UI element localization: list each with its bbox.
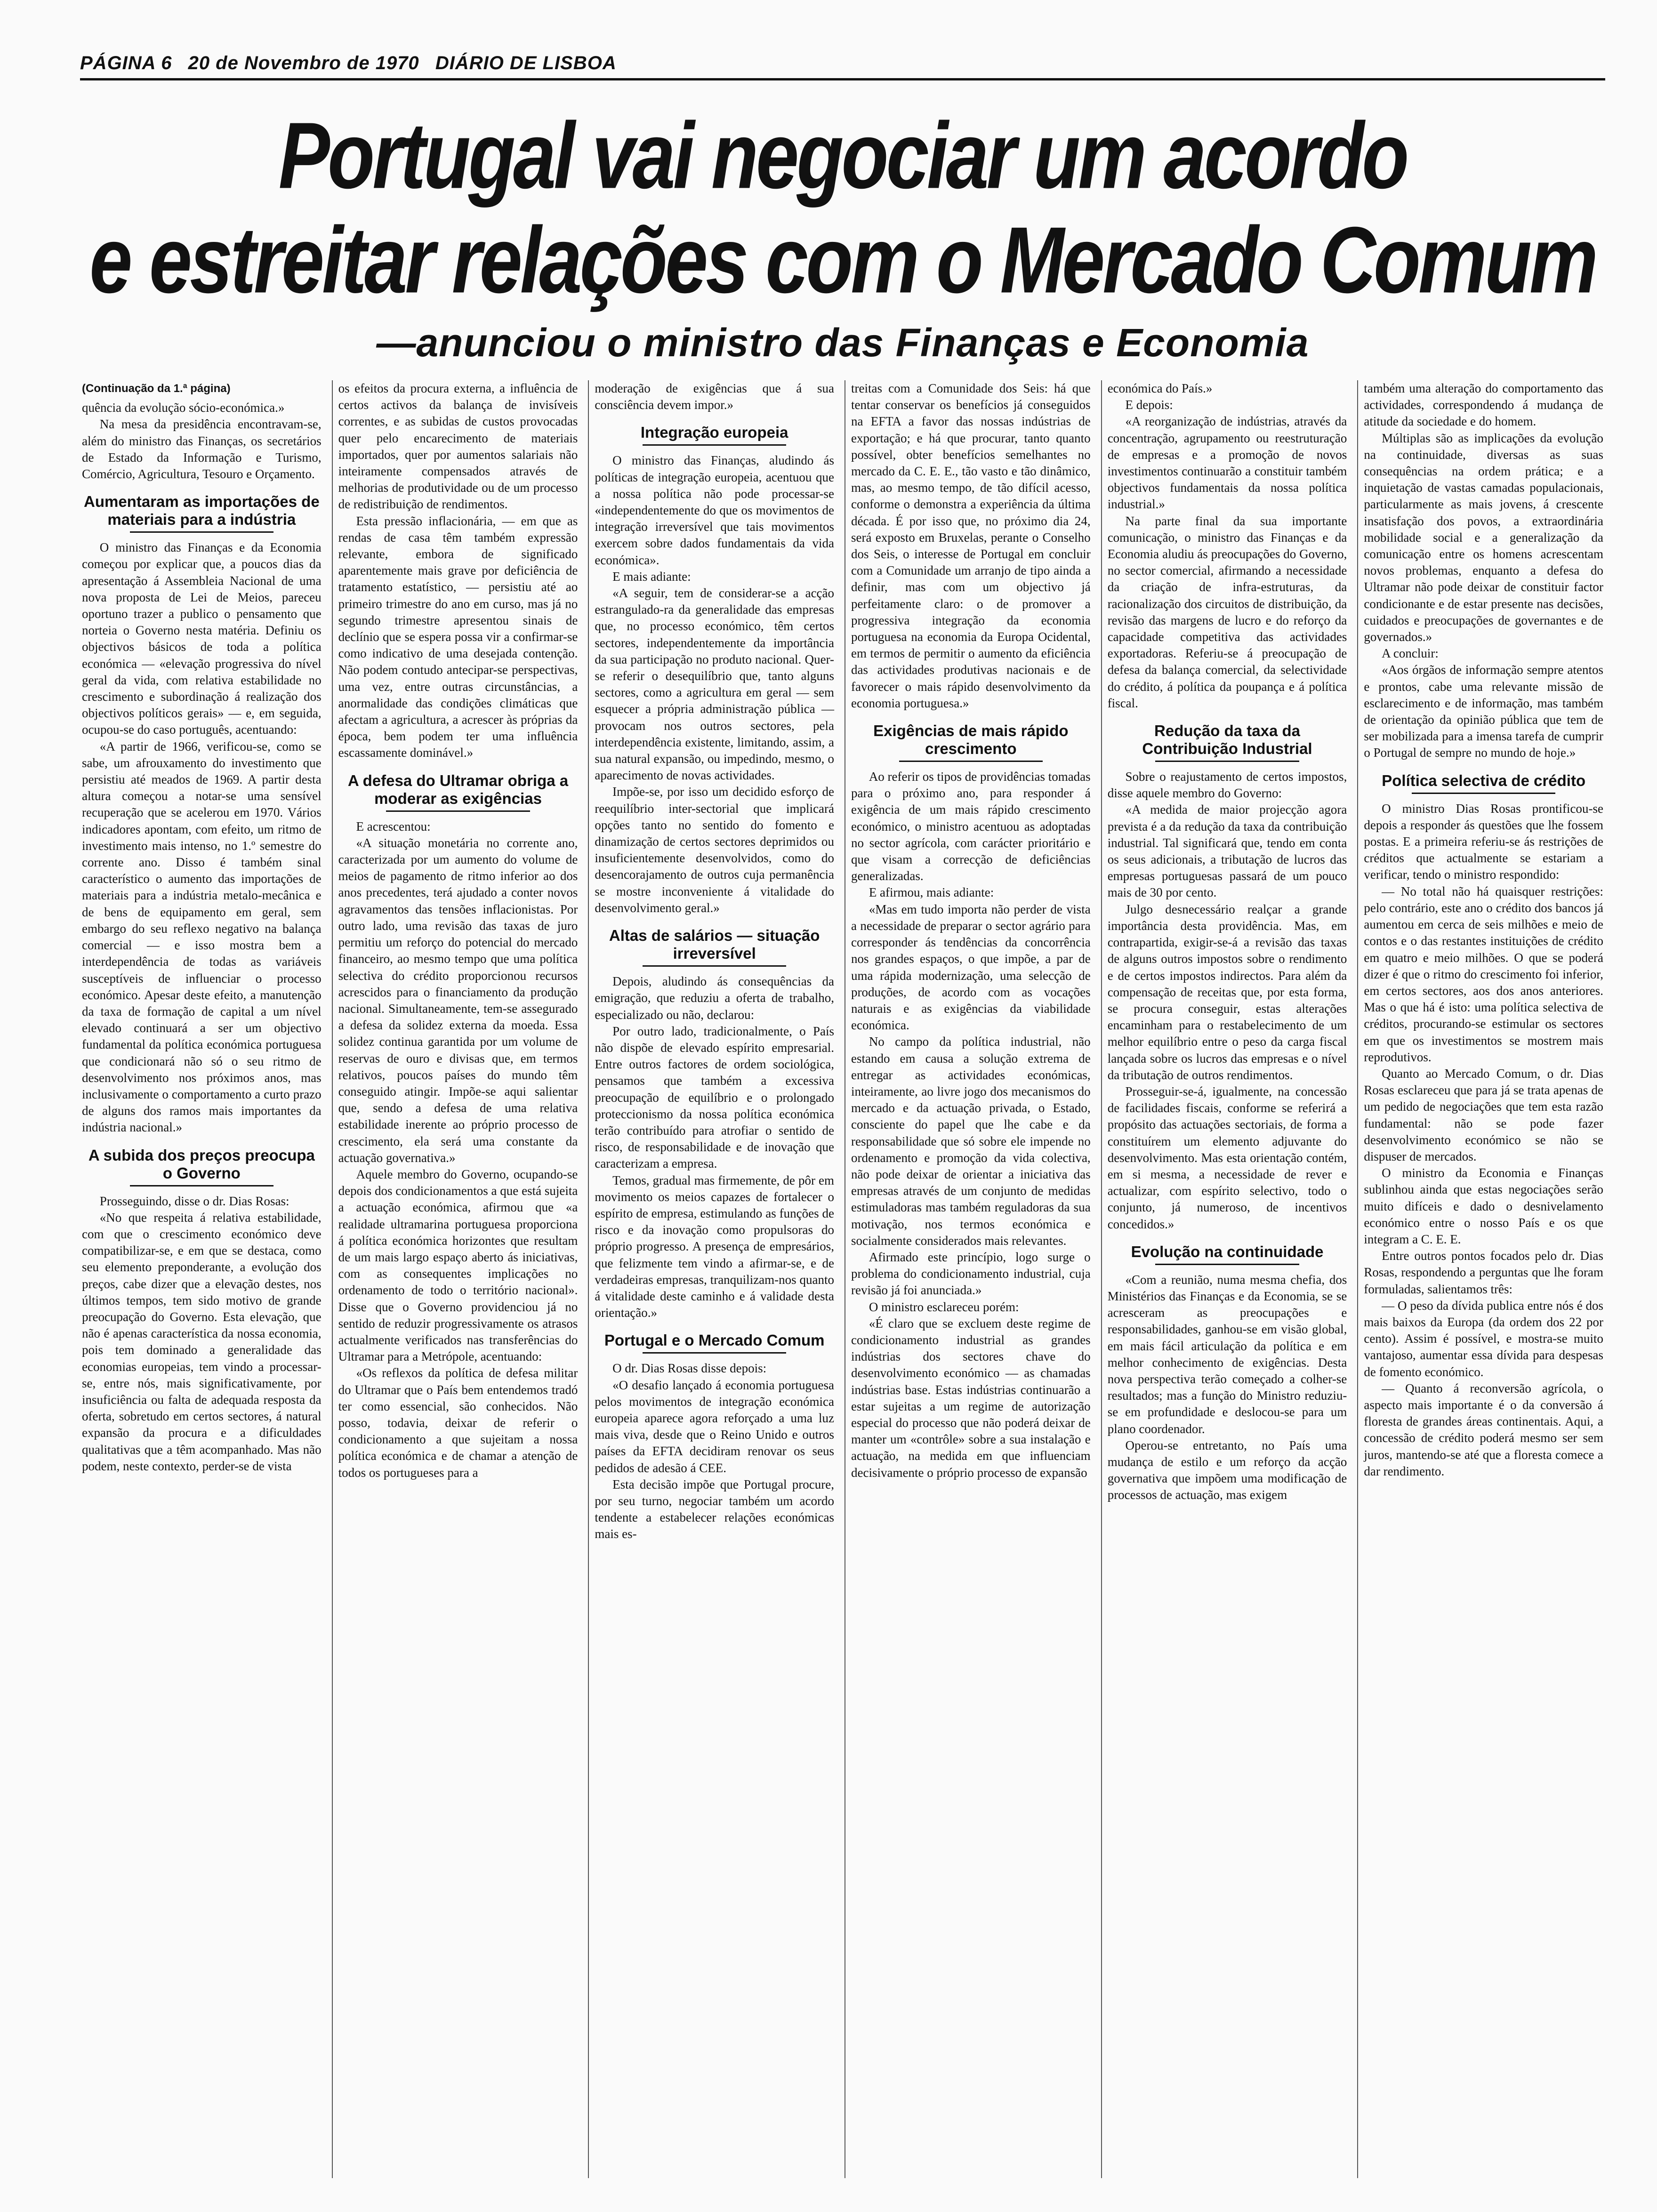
paragraph: «A reorganização de indústrias, através da concentração, agrupamento ou reestruturação de empresas e a promoção de novos investimentos continuarão a constituir também objectivos fundamentais da nossa política industrial.»	[1107, 414, 1347, 512]
section-heading	[851, 722, 1091, 762]
paragraph: «É claro que se excluem deste regime de condicionamento industrial as grandes indústrias dos sectores chave do desenvolvimento económico — as chamadas indústrias base. Estas indústrias continuarão a estar sujeitas a um regime de autorização especial do processo que não poderá deixar de manter um «contrôle» sobre a sua instalação e actuação, na medida em que influenciam decisivamente o próprio processo de expansão	[851, 1316, 1091, 1480]
section-heading-text: Aumentaram as importações de materiais para a indústria	[84, 493, 320, 529]
paragraph: O ministro da Economia e Finanças sublinhou ainda que estas negociações serão muito difíceis e dado o desnivelamento económico entre o nosso País e os que integram a C. E. E.	[1364, 1166, 1604, 1246]
continuation-note: (Continuação da 1.ª página)	[82, 382, 231, 395]
subheadline: —anunciou o ministro das Finanças e Economia	[376, 321, 1309, 365]
paragraph: «Os reflexos da política de defesa militar do Ultramar que o País bem entendemos tradó ter como essencial, são conhecidos. Não posso, todavia, deixar de referir o condicionamento a que sujeitam a nossa política económica e de chamar a atenção de todos os portugueses para a	[338, 1366, 578, 1480]
heading-rule	[643, 1352, 786, 1354]
paragraph: «A situação monetária no corrente ano, caracterizada por um aumento do volume de meios de pagamento de ritmo inferior ao dos anos precedentes, terá ajudado a conter novos agravamentos das tensões inflacionistas. Por outro lado, uma revisão das taxas de juro permitiu um reforço do potencial do mercado financeiro, ao mesmo tempo que uma política selectiva do crédito proporcionou recursos acrescidos para o financiamento da produção nacional. Simultaneamente, tem-se assegurado a defesa da solidez externa da moeda. Essa solidez continua garantida por um volume de reservas de ouro e divisas que, em termos relativos, poucos países do mundo têm conseguido atingir. Impõe-se aqui salientar que, sendo a defesa de uma relativa estabilidade inerente ao próprio processo de crescimento, ela será uma constante da actuação governativa.»	[338, 835, 578, 1165]
section-heading-text: A defesa do Ultramar obriga a moderar as exigências	[347, 771, 569, 807]
paragraph: E mais adiante:	[612, 569, 691, 584]
headline	[80, 104, 1605, 313]
section-heading-text: Exigências de mais rápido crescimento	[873, 722, 1069, 758]
section-heading	[82, 493, 322, 533]
paragraph: Aquele membro do Governo, ocupando-se depois dos condicionamentos a que está sujeita a actuação económica, afirmou que «a realidade ultramarina portuguesa proporciona á política económica horizontes que resultam de um mais largo espaço aberto ás iniciativas, com as consequentes implicações no ordenamento de todo o território nacional». Disse que o Governo providenciou já no sentido de reduzir progressivamente os atrasos actualmente verificados nas transferências do Ultramar para a Metrópole, acentuando:	[338, 1167, 578, 1364]
section-heading	[1108, 1243, 1347, 1265]
paragraph: Esta pressão inflacionária, — em que as rendas de casa têm também expressão relevante, embora de significado aparentemente mais grave por deficiência de tratamento estatístico, — persistiu até ao primeiro trimestre do ano em curso, mas já no segundo trimestre apresentou sinais de declínio que se espera possa vir a confirmar-se como indicativo de uma desejada contenção. Não podem contudo antecipar-se perspectivas, uma vez, entre outras circunstâncias, a anormalidade das condições climáticas que afectam a agricultura, a acrescer às próprias da época, bem podem ter uma influência escassamente dominável.»	[338, 513, 578, 760]
paragraph: Prosseguindo, disse o dr. Dias Rosas:	[99, 1194, 290, 1208]
paragraph: Ao referir os tipos de providências tomadas para o próximo ano, para responder á exigência de um mais rápido crescimento económico, o ministro acentuou as adoptadas no sector agrícola, com carácter prioritário e que visam a correcção de deficiências generalizadas.	[851, 769, 1091, 883]
section-heading-text: Política selectiva de crédito	[1382, 771, 1586, 789]
section-heading	[595, 1331, 834, 1354]
paragraph: — No total não há quaisquer restrições: pelo contrário, este ano o crédito dos bancos já aumentou em cerca de seis milhões e meio de contos e o das restantes instituições de crédito em quatro e meio milhões. O que se poderá dizer é que o ritmo do crescimento foi inferior, em certos sectores, aos dos anos anteriores. Mas o que há é isto: uma política selectiva de créditos, procurando-se estimular os sectores em que os investimentos se mostrem mais reprodutivos.	[1364, 884, 1604, 1064]
paragraph: O ministro das Finanças e da Economia começou por explicar que, a poucos dias da apresentação á Assembleia Nacional de uma nova proposta de Lei de Meios, pareceu oportuno trazer a publico o pensamento que norteia o Governo nesta matéria. Definiu os objectivos básicos de toda a política económica — «elevação progressiva do nível geral da vida, com relativa estabilidade no crescimento e subordinação á realização dos objectivos políticos gerais» — e, em seguida, ocupou-se do caso português, acentuando:	[82, 540, 322, 737]
paragraph: Esta decisão impõe que Portugal procure, por seu turno, negociar também um acordo tendente a estabelecer relações económicas mais es-	[595, 1477, 835, 1541]
paragraph: «A partir de 1966, verificou-se, como se sabe, um afrouxamento do investimento que persistiu até meados de 1969. A partir desta altura começou a notar-se uma sensível recuperação que se acelerou em 1970. Vários indicadores apontam, com efeito, um ritmo de investimento mais intenso, no 1.º semestre do corrente ano. Disso é também sinal característico o aumento das importações de materiais para a indústria metalo-mecânica e de bens de equipamento em geral, sem embargo do seu reflexo negativo na balança comercial — e isso mostra bem a interdependência de todas as variáveis susceptíveis de influenciar o processo económico. Apesar deste efeito, a manutenção da taxa de formação de capital a um nível elevado continuará a ser um objectivo fundamental da política económica portuguesa que condicionará não só o seu ritmo de desenvolvimento nos próximos anos, mas inclusivamente o comportamento a curto prazo de alguns dos ramos mais importantes da indústria nacional.»	[82, 739, 322, 1135]
paragraph: «O desafio lançado á economia portuguesa pelos movimentos de integração económica europeia aparece agora reforçado a uma luz mais viva, desde que o Reino Unido e outros países da EFTA decidiram renovar os seus pedidos de adesão á CEE.	[595, 1378, 835, 1475]
paragraph: — Quanto á reconversão agrícola, o aspecto mais importante é o da conversão á floresta de grandes áreas continentais. Aqui, a concessão de crédito poderá mesmo ser sem juros, mantendo-se até que a floresta comece a dar rendimento.	[1364, 1381, 1604, 1478]
paragraph: O ministro das Finanças, aludindo ás políticas de integração europeia, acentuou que a nossa política não pode processar-se «independentemente do que os movimentos de integração irreversível que tais movimentos exercem sobre dados fundamentais da vida económica».	[595, 453, 835, 567]
heading-rule	[130, 1185, 273, 1186]
paragraph: — O peso da dívida publica entre nós é dos mais baixos da Europa (da ordem dos 22 por cento). Assim é possível, e mostra-se muito vantajoso, aumentar essa dívida para despesas de fomento económico.	[1364, 1298, 1604, 1379]
paragraph: Sobre o reajustamento de certos impostos, disse aquele membro do Governo:	[1107, 769, 1347, 801]
article-column-1	[80, 380, 323, 2178]
section-heading	[1364, 772, 1603, 794]
paragraph: «Mas em tudo importa não perder de vista a necessidade de preparar o sector agrário para corresponder ás tendências da concorrência nos grandes espaços, o que impõe, a par de uma rápida modernização, uma selecção de produções, de acordo com as vocações naturais e as exigências da viabilidade económica.	[851, 902, 1091, 1033]
article-column-2	[332, 380, 580, 2178]
paragraph: «A medida de maior projecção agora prevista é a da redução da taxa da contribuição industrial. Tal significará que, tendo em conta os seus adicionais, a tributação de lucros das empresas portuguesas passará de um pouco mais de 30 por cento.	[1107, 802, 1347, 900]
paragraph: E acrescentou:	[356, 819, 431, 834]
issue-date: 20 de Novembro de 1970	[188, 53, 419, 73]
section-heading	[595, 424, 834, 446]
headline-line-1: Portugal vai negociar um acordo	[278, 103, 1407, 208]
paragraph: Por outro lado, tradicionalmente, o País não dispõe de elevado espírito empresarial. Entre outros factores de ordem sociológica, pensamos que também a excessiva preocupação de equilíbrio e o prolongado proteccionismo da nossa política económica terão contribuído para atrofiar o sentido de risco, de responsabilidade e de inovação que caracterizam a empresa.	[595, 1024, 835, 1171]
paragraph: Afirmado este princípio, logo surge o problema do condicionamento industrial, cuja revisão já foi anunciada.»	[851, 1250, 1091, 1298]
paragraph: O ministro esclareceu porém:	[869, 1299, 1019, 1314]
headline-line-2: e estreitar relações com o Mercado Comum	[89, 207, 1596, 313]
paragraph: «No que respeita á relativa estabilidade, com que o crescimento económico deve compatibilizar-se, e em que se destaca, como seu elemento preponderante, a evolução dos preços, cabe dizer que a elevação destes, nos últimos tempos, tem sido motivo de grande preocupação do Governo. Esta elevação, que não é apenas característica da nossa economia, pois tem dominado a generalidade das economias europeias, tem vindo a processar-se, entre nós, mais significativamente, por insuficiência ou falta de adequada resposta da oferta, sobretudo em certos sectores, á natural expansão da procura e a dificuldades qualitativas que a têm acompanhado. Mas não podem, neste contexto, perder-se de vista	[82, 1210, 322, 1473]
paragraph: Quanto ao Mercado Comum, o dr. Dias Rosas esclareceu que para já se trata apenas de um pedido de negociações que tem esta razão fundamental: não se pode fazer desenvolvimento económico se não se dispuser de mercados.	[1364, 1066, 1604, 1163]
header-rule	[80, 78, 1605, 80]
heading-rule	[899, 761, 1043, 762]
paragraph: O ministro Dias Rosas prontificou-se depois a responder ás questões que lhe fossem postas. E a primeira referiu-se ás restrições de créditos que actualmente se estariam a verificar, tendo o ministro respondido:	[1364, 801, 1604, 882]
continued-paragraph: económica do País.»	[1107, 381, 1213, 395]
continued-paragraph: também uma alteração do comportamento das actividades, correspondendo á mudança de atitude da sociedade e do homem.	[1364, 381, 1604, 429]
paragraph: E depois:	[1125, 398, 1173, 412]
section-heading-text: Portugal e o Mercado Comum	[604, 1331, 825, 1349]
section-heading-text: Redução da taxa da Contribuição Industrial	[1142, 722, 1312, 758]
paragraph: Operou-se entretanto, no País uma mudança de estilo e um reforço da acção governativa que impõem uma modificação de processos de actuação, mas exigem	[1107, 1438, 1347, 1502]
paragraph: Impõe-se, por isso um decidido esforço de reequilíbrio inter-sectorial que implicará opções tanto no sentido do fomento e dinamização de certos sectores deprimidos ou insuficientemente desenvolvidos, como do desencorajamento de outros cuja permanência se mostre inconveniente á vitalidade do desenvolvimento geral.»	[595, 785, 835, 915]
article-column-3	[588, 380, 836, 2178]
paragraph: O dr. Dias Rosas disse depois:	[612, 1361, 767, 1376]
continued-paragraph: os efeitos da procura externa, a influência de certos activos da balança de invisíveis correntes, e as subidas de custos provocadas quer pelo encarecimento de materiais importados, quer por aumentos salariais não inteiramente compensados através de melhorias de produtividade ou de um processo de redistribuição de rendimentos.	[338, 381, 578, 512]
continued-paragraph: moderação de exigências que á sua consciência devem impor.»	[595, 381, 835, 412]
running-header	[80, 53, 1586, 74]
heading-rule	[1155, 1264, 1299, 1265]
section-heading-text: Integração europeia	[640, 424, 788, 441]
section-heading	[82, 1146, 322, 1186]
paragraph: Depois, aludindo ás consequências da emigração, que reduziu a oferta de trabalho, especializado ou não, declarou:	[595, 974, 835, 1022]
section-heading-text: A subida dos preços preocupa o Governo	[88, 1146, 315, 1182]
paragraph: No campo da política industrial, não estando em causa a solução extrema de entregar as actividades económicas, inteiramente, ao livre jogo dos mecanismos do mercado e da actuação privada, o Estado, consciente do papel que lhe cabe e da responsabilidade que só sobre ele impende no ordenamento e promoção da vida colectiva, não pode deixar de orientar a iniciativa das empresas através de um conjunto de medidas estimuladoras mas também reguladoras da sua motivação, nos termos económica e socialmente considerados mais relevantes.	[851, 1034, 1091, 1248]
paragraph: «Aos órgãos de informação sempre atentos e prontos, cabe uma relevante missão de esclarecimento e de informação, mas também de orientação da opinião pública que tem de ser mobilizada para a imensa tarefa de cumprir o Portugal de sempre no mundo de hoje.»	[1364, 663, 1604, 760]
heading-rule	[1155, 761, 1299, 762]
section-heading-text: Evolução na continuidade	[1131, 1242, 1324, 1260]
paragraph: «Com a reunião, numa mesma chefia, dos Ministérios das Finanças e da Economia, se se acresceram as preocupações e responsabilidades, ganhou-se em visão global, em mais fácil articulação da política e em melhor conhecimento de exigências. Desta nova perspectiva terão começado a colher-se resultados; mas a função do Ministro reduziu-se em profundidade e deslocou-se para um plano coordenador.	[1107, 1272, 1347, 1436]
heading-rule	[386, 810, 530, 812]
heading-rule	[643, 965, 786, 967]
paragraph: Na mesa da presidência encontravam-se, além do ministro das Finanças, os secretários de Estado da Informação e Turismo, Comércio, Agricultura, Tesouro e Orçamento.	[82, 417, 322, 481]
paragraph: Temos, gradual mas firmemente, de pôr em movimento os meios capazes de fortalecer o espírito de empresa, estimulando as funções de risco e da inovação como propulsoras do próprio progresso. A presença de empresários, que felizmente tem vindo a afirmar-se, e de verdadeiras empresas, tranquilizam-nos quanto á vitalidade deste caminho e á validade desta orientação.»	[595, 1173, 835, 1320]
section-heading-text: Altas de salários — situação irreversível	[609, 927, 820, 962]
continued-paragraph: quência da evolução sócio-económica.»	[82, 401, 285, 415]
section-heading	[595, 927, 834, 967]
continued-paragraph: treitas com a Comunidade dos Seis: há que tentar conservar os benefícios já conseguidos na EFTA a favor das nossas indústrias de exportação; e há que procurar, tanto quanto possível, obter benefícios semelhantes no mercado da C. E. E., tão vasto e tão dinâmico, mas, ao mesmo tempo, de tão difícil acesso, conforme o demonstra a experiência da última década. É por isso que, no próximo dia 24, será exposto em Bruxelas, perante o Conselho dos Seis, o interesse de Portugal em concluir com a Comunidade um arranjo de tipo ainda a definir, mas com um objectivo já perfeitamente claro: o de promover a progressiva integração da economia portuguesa na economia da Europa Ocidental, em termos de permitir o aumento da eficiência das actividades produtivas nacionais e de favorecer o mais rápido desenvolvimento da economia portuguesa.»	[851, 381, 1091, 710]
article-body	[80, 380, 1605, 2178]
section-heading	[338, 772, 578, 812]
paragraph: Prosseguir-se-á, igualmente, na concessão de facilidades fiscais, conforme se referirá a propósito das actuações sectoriais, de forma a constituírem um elemento adjuvante do desenvolvimento. Mas esta orientação contém, em si mesma, a necessidade de rever e actualizar, com espírito selectivo, todo o conjunto, já numeroso, de incentivos concedidos.»	[1107, 1084, 1347, 1231]
section-heading	[1108, 722, 1347, 762]
paragraph: «A seguir, tem de considerar-se a acção estrangulado-ra da generalidade das empresas que, no processo económico, têm certos sectores, independentemente da importância da sua participação no produto nacional. Quer-se referir o desequilíbrio que, tanto alguns sectores, como a agricultura em geral — sem esquecer a própria administração pública — provocam nos outros sectores, pela interdependência existente, limitando, assim, a sua natural expansão, ou impedindo, mesmo, o aparecimento de novas actividades.	[595, 586, 835, 783]
paragraph: Múltiplas são as implicações da evolução na continuidade, diversas as suas consequências na ordem prática; e a inquietação de vastas camadas populacionais, particularmente as mais jovens, á crescente insatisfação dos povos, a extraordinária mobilidade social e a generalização da comunicação entre os homens acrescentam novos problemas, enquanto a defesa do Ultramar não pode deixar de constituir factor condicionante e de estar presente nas decisões, cuidados e preocupações de governantes e de governados.»	[1364, 431, 1604, 644]
paragraph: Julgo desnecessário realçar a grande importância desta providência. Mas, em contrapartida, exigir-se-á a revisão das taxas de alguns outros impostos sobre o rendimento e de certos impostos indirectos. Para além da compensação de receitas que, por esta forma, se procura conseguir, estas alterações encaminham para o restabelecimento de um melhor equilíbrio entre o peso da carga fiscal lançada sobre os lucros das empresas e o nível da tributação de outros rendimentos.	[1107, 902, 1347, 1082]
paragraph: A concluir:	[1382, 646, 1439, 661]
page-number: PÁGINA 6	[80, 53, 172, 73]
paragraph: E afirmou, mais adiante:	[869, 885, 994, 900]
heading-rule	[643, 444, 786, 446]
newspaper-name: DIÁRIO DE LISBOA	[435, 53, 617, 73]
article-column-4	[845, 380, 1093, 2178]
heading-rule	[130, 531, 273, 533]
paragraph: Na parte final da sua importante comunicação, o ministro das Finanças e da Economia aludiu ás preocupações do Governo, no sector comercial, afirmando a necessidade da criação de infra-estruturas, da racionalização dos circuitos de distribuição, da revisão das margens de lucro e do reforço da capacidade competitiva das actividades exportadoras. Referiu-se á preocupação de defesa da balança comercial, da selectividade do crédito, á política da poupança e á política fiscal.	[1107, 513, 1347, 710]
article-column-6	[1357, 380, 1605, 2178]
article-column-5	[1101, 380, 1349, 2178]
paragraph: Entre outros pontos focados pelo dr. Dias Rosas, respondendo a perguntas que lhe foram formuladas, salientamos três:	[1364, 1249, 1604, 1296]
heading-rule	[1412, 793, 1555, 794]
